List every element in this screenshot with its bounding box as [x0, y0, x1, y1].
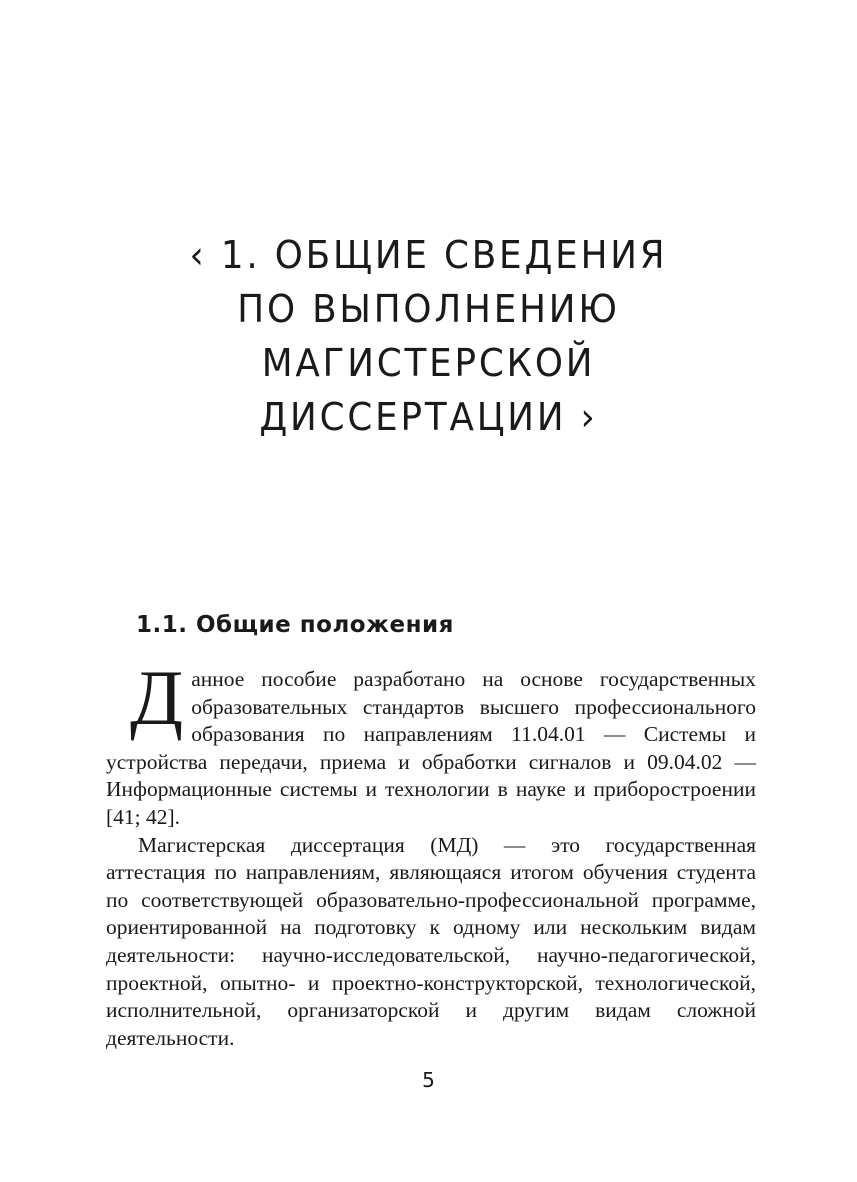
chapter-title-line: МАГИСТЕРСКОЙ — [261, 341, 596, 385]
drop-cap: Д — [130, 654, 184, 741]
chapter-title — [26, 228, 832, 444]
paragraph: Магистерская диссертация (МД) — это государственная аттестация по направлениям, являющаяся итогом обучения студента по соответствующей образовательно-профессиональной программе, ориентированной на подготовку к одному или нескольким видам деятельности: научно-исследовательской, научно-педагогической, проектной, опытно- и проектно-конструкторской, технологической, исполнительной, организаторской и другим видам сложной деятельности. — [106, 832, 756, 1050]
chapter-title-line: ПО ВЫПОЛНЕНИЮ — [237, 287, 620, 331]
paragraph-text: анное пособие разработано на основе государственных образовательных стандартов высшего профессионального образования по направлениям 11.04.01 — Системы и устройства передачи, приема и обработки сигналов и 09.04.02 — Информационные системы и технологии в науке и приборостроении [41; 42]. — [106, 667, 756, 829]
chapter-title-line: ‹ 1. ОБЩИЕ СВЕДЕНИЯ — [189, 233, 668, 277]
page-number: 5 — [422, 1068, 435, 1092]
body-text — [106, 654, 756, 1052]
section-heading: 1.1. Общие положения — [136, 612, 454, 638]
paragraph — [106, 654, 756, 832]
chapter-title-line: ДИССЕРТАЦИИ › — [259, 395, 598, 439]
